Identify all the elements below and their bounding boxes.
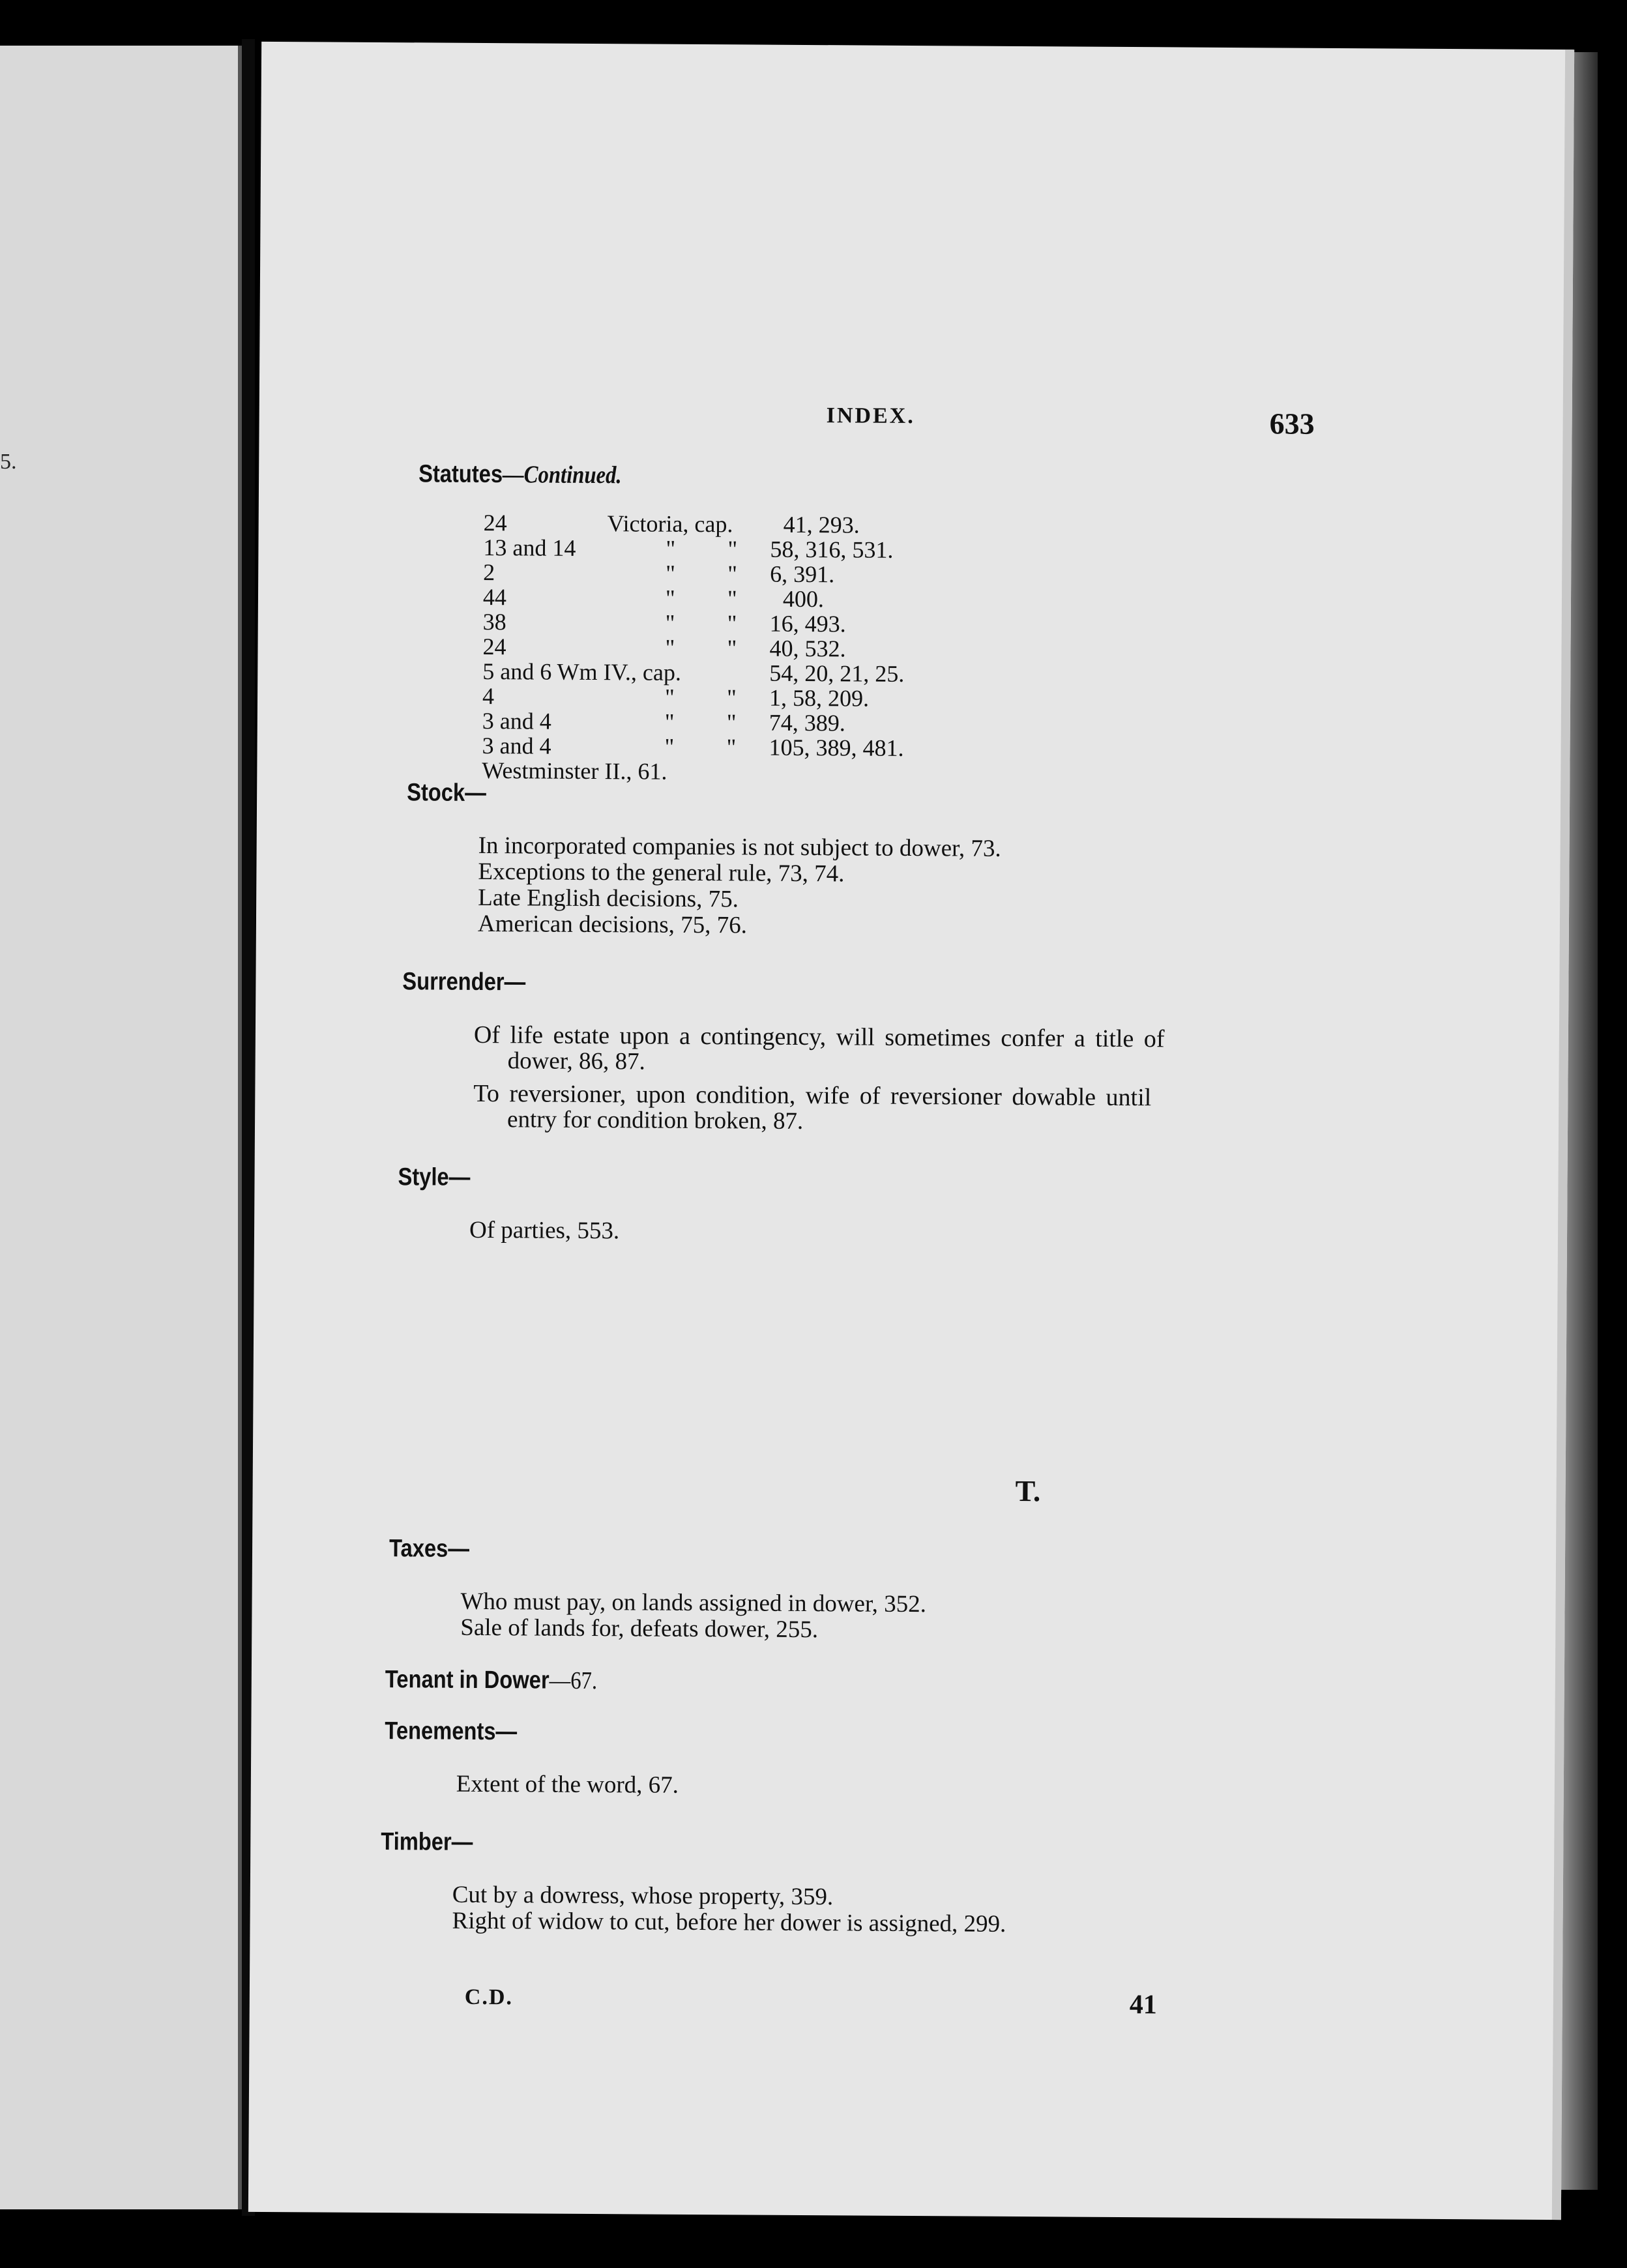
tenant-in-dower-ref: —67.	[549, 1666, 598, 1695]
signature-folio: 41	[1129, 1990, 1157, 2020]
surrender-line: To reversioner, upon condition, wife of reversioner dowable until	[473, 1079, 1152, 1112]
section-letter: T.	[1015, 1474, 1041, 1508]
running-head: INDEX.	[826, 403, 915, 429]
stock-heading: Stock—	[407, 779, 486, 807]
tenements-heading: Tenements—	[385, 1717, 518, 1746]
taxes-line: Sale of lands for, defeats dower, 255.	[460, 1614, 819, 1644]
style-line: Of parties, 553.	[469, 1216, 620, 1245]
left-page	[0, 46, 242, 2209]
page-number: 633	[1269, 407, 1315, 441]
statutes-heading-label: Statutes	[418, 460, 503, 489]
index-page	[248, 42, 1574, 2220]
taxes-heading: Taxes—	[388, 1535, 470, 1563]
tenant-in-dower-label: Tenant in Dower	[385, 1666, 550, 1694]
stock-line: Late English decisions, 75.	[478, 884, 739, 913]
tenements-line: Extent of the word, 67.	[456, 1770, 679, 1799]
timber-heading: Timber—	[381, 1828, 473, 1856]
timber-line: Right of widow to cut, before her dower is assigned, 299.	[452, 1907, 1006, 1938]
stock-line: Exceptions to the general rule, 73, 74.	[478, 858, 845, 888]
statutes-heading	[418, 459, 622, 489]
timber-line: Cut by a dowress, whose property, 359.	[452, 1881, 834, 1911]
surrender-line: dower, 86, 87.	[507, 1047, 645, 1075]
statutes-table	[482, 509, 1005, 785]
tenant-in-dower-heading	[385, 1665, 598, 1695]
stock-line: American decisions, 75, 76.	[477, 910, 748, 939]
statutes-continued: —Continued.	[502, 461, 622, 489]
left-page-fragment: 5.	[0, 450, 17, 474]
taxes-line: Who must pay, on lands assigned in dower, 352.	[460, 1588, 927, 1618]
signature-mark: C.D.	[464, 1984, 514, 2010]
stock-line: In incorporated companies is not subject to dower, 73.	[478, 832, 1001, 862]
surrender-heading: Surrender—	[402, 968, 526, 996]
surrender-line: entry for condition broken, 87.	[506, 1106, 804, 1135]
surrender-line: Of life estate upon a contingency, will sometimes confer a title of	[473, 1021, 1165, 1053]
style-heading: Style—	[398, 1163, 471, 1191]
